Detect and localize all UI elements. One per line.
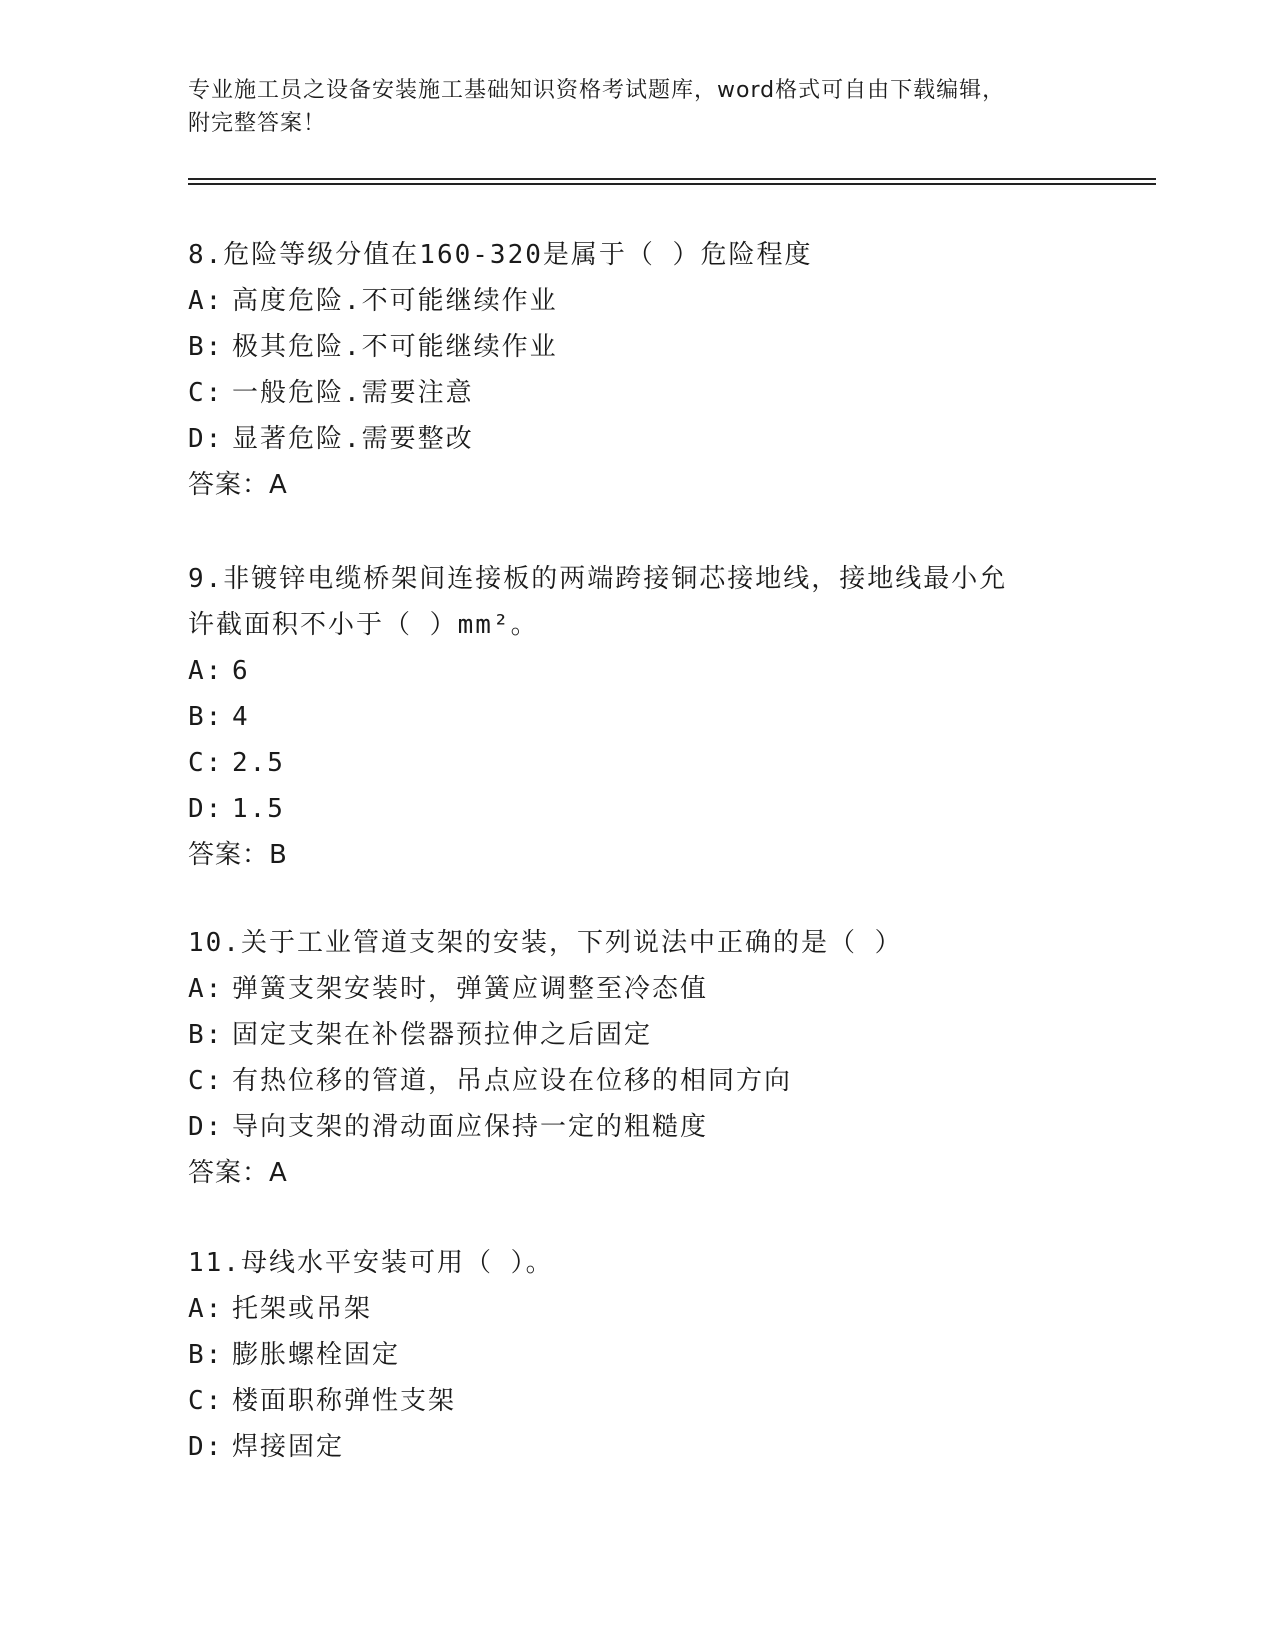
- option-b: [188, 1332, 1108, 1378]
- question-stem: 11.母线水平安装可用（ ）。: [188, 1248, 554, 1278]
- option-text: 高度危险.不可能继续作业: [232, 286, 558, 316]
- option-a: [188, 278, 1108, 324]
- option-text: 弹簧支架安装时，弹簧应调整至冷态值: [232, 974, 709, 1004]
- option-text: 固定支架在补偿器预拉伸之后固定: [232, 1020, 653, 1050]
- option-d: [188, 1424, 1108, 1470]
- answer-prefix: 答案：: [188, 840, 270, 870]
- option-c: [188, 1058, 1108, 1104]
- answer-prefix: 答案：: [188, 470, 270, 500]
- header-line-1: 专业施工员之设备安装施工基础知识资格考试题库，word格式可自由下载编辑，: [188, 78, 1006, 103]
- option-letter: A:: [188, 656, 224, 686]
- answer-line: [188, 462, 1108, 508]
- option-a: [188, 648, 1108, 694]
- answer-line: [188, 1150, 1108, 1196]
- option-text: 焊接固定: [232, 1432, 345, 1462]
- option-c: [188, 1378, 1108, 1424]
- option-letter: A:: [188, 286, 224, 316]
- question-block: [188, 556, 1108, 878]
- option-text: 楼面职称弹性支架: [232, 1386, 457, 1416]
- option-c: [188, 370, 1108, 416]
- option-d: [188, 1104, 1108, 1150]
- option-letter: B:: [188, 332, 224, 362]
- option-a: [188, 966, 1108, 1012]
- question-block: [188, 1240, 1108, 1470]
- question-block: [188, 232, 1108, 508]
- option-letter: C:: [188, 1386, 224, 1416]
- option-text: 膨胀螺栓固定: [232, 1340, 401, 1370]
- answer-prefix: 答案：: [188, 1158, 270, 1188]
- option-letter: D:: [188, 1112, 224, 1142]
- question-block: [188, 920, 1108, 1196]
- option-b: [188, 1012, 1108, 1058]
- option-letter: B:: [188, 1020, 224, 1050]
- option-text: 极其危险.不可能继续作业: [232, 332, 558, 362]
- question-stem: 9.非镀锌电缆桥架间连接板的两端跨接铜芯接地线，接地线最小允许截面积不小于（ ）mm²。: [188, 564, 1008, 640]
- answer-line: [188, 832, 1108, 878]
- option-letter: C:: [188, 748, 224, 778]
- header-divider-bottom: [188, 183, 1156, 185]
- question-stem: 8.危险等级分值在160-320是属于（ ）危险程度: [188, 240, 813, 270]
- option-text: 6: [232, 656, 250, 686]
- option-letter: C:: [188, 378, 224, 408]
- option-text: 1.5: [232, 794, 285, 824]
- option-letter: C:: [188, 1066, 224, 1096]
- option-text: 显著危险.需要整改: [232, 424, 474, 454]
- option-c: [188, 740, 1108, 786]
- header-line-2: 附完整答案！: [188, 111, 327, 136]
- option-a: [188, 1286, 1108, 1332]
- option-text: 4: [232, 702, 250, 732]
- answer-value: A: [269, 470, 288, 500]
- option-text: 2.5: [232, 748, 285, 778]
- option-letter: B:: [188, 1340, 224, 1370]
- option-text: 一般危险.需要注意: [232, 378, 474, 408]
- option-letter: D:: [188, 794, 224, 824]
- option-text: 有热位移的管道，吊点应设在位移的相同方向: [232, 1066, 793, 1096]
- option-b: [188, 694, 1108, 740]
- option-text: 托架或吊架: [232, 1294, 373, 1324]
- question-stem: 10.关于工业管道支架的安装，下列说法中正确的是（ ）: [188, 928, 903, 958]
- option-letter: D:: [188, 424, 224, 454]
- answer-value: B: [269, 840, 288, 870]
- option-letter: D:: [188, 1432, 224, 1462]
- option-d: [188, 416, 1108, 462]
- option-text: 导向支架的滑动面应保持一定的粗糙度: [232, 1112, 709, 1142]
- option-b: [188, 324, 1108, 370]
- option-letter: A:: [188, 974, 224, 1004]
- header-divider-top: [188, 178, 1156, 180]
- answer-value: A: [269, 1158, 288, 1188]
- option-d: [188, 786, 1108, 832]
- option-letter: B:: [188, 702, 224, 732]
- document-header: [188, 74, 1088, 140]
- option-letter: A:: [188, 1294, 224, 1324]
